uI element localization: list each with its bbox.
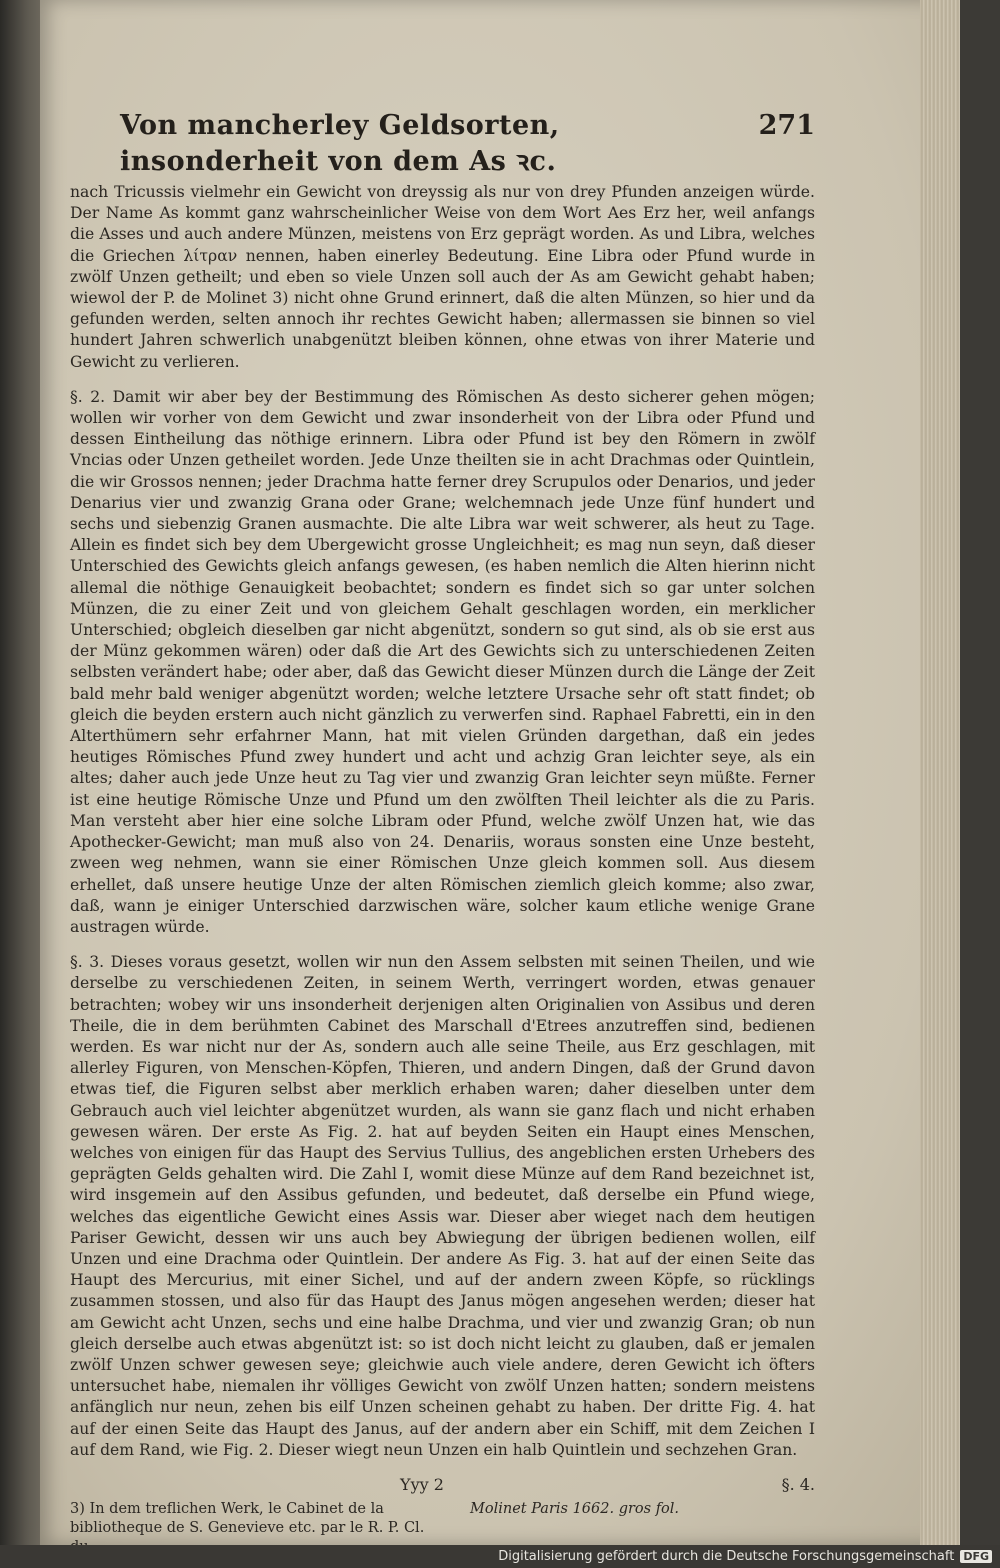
paragraph-2: §. 2. Damit wir aber bey der Bestimmung des Römischen As desto sicherer gehen mögen; wollen wir vorher von dem Gewicht und zwar insonderheit von der Libra oder Pfund und dessen Eintheilung das nöthige erinnern. Libra oder Pfund ist bey den Römern in zwölf Vncias oder Unzen getheilet worden. Jede Unze theilten sie in acht Drachmas oder Quintlein, die wir Grossos nennen; jeder Drachma hatte ferner drey Scrupulos oder Denarios, und jeder Denarius vier und zwanzig Grana oder Grane; welchemnach jede Unze fünf hundert und sechs und siebenzig Granen ausmachte. Die alte Libra war weit schwerer, als heut zu Tage. Allein es findet sich bey dem Ubergewicht grosse Ungleichheit; es mag nun seyn, daß dieser Unterschied des Gewichts gleich anfangs gewesen, (es haben nemlich die Alten hierinn nicht allemal die nöthige Genauigkeit beobachtet; sondern es findet sich so gar unter solchen Münzen, die zu einer Zeit und von gleichem Gehalt geschlagen worden, ein merklicher Unterschied; obgleich dieselben gar nicht abgenützt, sondern so gut sind, als ob sie erst aus der Münz gekommen wären) oder daß die Art des Gewichts sich zu unterschiedenen Zeiten selbsten verändert habe; oder aber, daß das Gewicht dieser Münzen durch die Länge der Zeit bald mehr bald weniger abgenützt worden; welche letztere Ursache sehr oft statt findet; ob gleich die beyden erstern auch nicht gänzlich zu verwerfen sind. Raphael Fabretti, ein in den Alterthümern sehr erfahrner Mann, hat mit vielen Gründen dargethan, daß ein jedes heutiges Römisches Pfund zwey hundert und acht und achzig Gran leichter seye, als ein altes; daher auch jede Unze heut zu Tag vier und zwanzig Gran leichter seyn müßte. Ferner ist eine heutige Römische Unze und Pfund um den zwölften Theil leichter als die zu Paris. Man versteht aber hier eine solche Libram oder Pfund, welche zwölf Unzen hat, wie das Apothecker-Gewicht; man muß also von 24. Denariis, woraus sonsten eine Unze besteht, zween weg nehmen, wann sie einer Römischen Unze gleich kommen soll. Aus diesem erhellet, daß unsere heutige Unze der alten Römischen ziemlich gleich komme; also zwar, daß, wann je einiger Unterschied darzwischen wäre, solcher kaum etliche wenige Grane austragen würde. — [70, 387, 815, 936]
running-head — [70, 110, 815, 178]
footer-credit — [498, 1549, 992, 1564]
signature-mark: Yyy 2 — [400, 1474, 444, 1494]
catchword: §. 4. — [781, 1474, 815, 1494]
credit-text: Digitalisierung gefördert durch die Deutsche Forschungsgemeinschaft — [498, 1549, 955, 1564]
dfg-logo-icon: DFG — [960, 1550, 992, 1563]
signature-row — [70, 1475, 815, 1494]
viewer-footer — [0, 1545, 1000, 1568]
paragraph-3: §. 3. Dieses voraus gesetzt, wollen wir nun den Assem selbsten mit seinen Theilen, und wie derselbe zu verschiedenen Zeiten, in seinem Werth, verringert worden, etwas genauer betrachten; wobey wir uns insonderheit derjenigen alten Originalien von Assibus und deren Theile, die in dem berühmten Cabinet des Marschall d'Etrees anzutreffen sind, bedienen werden. Es war nicht nur der As, sondern auch alle seine Theile, aus Erz geschlagen, mit allerley Figuren, von Menschen-Köpfen, Thieren, und andern Dingen, daß der Grund davon etwas tief, die Figuren selbst aber merklich erhaben waren; daher dieselben unter dem Gebrauch auch viel leichter abgenützet wurden, als wann sie ganz flach und nicht erhaben gewesen wären. Der erste As Fig. 2. hat auf beyden Seiten ein Haupt eines Menschen, welches von einigen für das Haupt des Servius Tullius, des angeblichen ersten Urhebers des geprägten Gelds gehalten wird. Die Zahl I, womit diese Münze auf dem Rand bezeichnet ist, wird insgemein auf den Assibus gefunden, und bedeutet, daß derselbe ein Pfund wiege, welches das eigentliche Gewicht eines Assis war. Dieser aber wieget nach dem heutigen Pariser Gewicht, dessen wir uns auch bey Abwiegung der übrigen bedienen wollen, eilf Unzen und eine Drachma oder Quintlein. Der andere As Fig. 3. hat auf der einen Seite das Haupt des Mercurius, mit einer Sichel, und auf der andern zween Köpfe, so rücklings zusammen stossen, und also für das Haupt des Janus mögen angesehen werden; dieser hat am Gewicht acht Unzen, sechs und eine halbe Drachma, und vier und zwanzig Gran; ob nun gleich derselbe auch etwas abgenützt ist: so ist doch nicht leicht zu glauben, daß er jemalen zwölf Unzen schwer gewesen seye; gleichwie auch viele andere, deren Gewicht ich öfters untersuchet habe, niemalen ihr völliges Gewicht von zwölf Unzen hatten; sondern meistens anfänglich nur neun, zehen bis eilf Unzen scheinen gehabt zu haben. Der dritte Fig. 4. hat auf der einen Seite das Haupt des Janus, auf der andern aber ein Schiff, mit dem Zeichen I auf dem Rand, wie Fig. 2. Dieser wiegt neun Unzen ein halb Quintlein und sechzehen Gran. — [70, 953, 815, 1459]
page-number: 271 — [758, 110, 815, 141]
page-edge — [920, 0, 960, 1545]
footnote-continuation: Molinet Paris 1662. gros fol. — [470, 1500, 680, 1517]
page-content — [70, 110, 815, 1557]
running-title: Von mancherley Geldsorten, insonderheit von dem As ꝛc. — [120, 110, 560, 177]
footnote-text: 3) In dem treflichen Werk, le Cabinet de la bibliotheque de S. Genevieve etc. par le R. P. Cl. — [70, 1500, 425, 1536]
paragraph-1: nach Tricussis vielmehr ein Gewicht von dreyssig als nur von drey Pfunden anzeigen würde. Der Name As kommt ganz wahrscheinlicher Weise von dem Wort Aes Erz her, weil anfangs die Asses und auch andere Münzen, meistens von Erz geprägt worden. As und Libra, welches die Griechen λίτραν nennen, haben einerley Bedeutung. Eine Libra oder Pfund wurde in zwölf Unzen getheilt; und eben so viele Unzen soll auch der As am Gewicht gehabt haben; wiewol der P. de Molinet 3) nicht ohne Grund erinnert, daß die alten Münzen, so hier und da gefunden werden, selten annoch ihr rechtes Gewicht haben; allermassen sie binnen so viel hundert Jahren schwerlich unabgenützt bleiben können, ohne etwas von ihrer Materie und Gewicht zu verlieren. — [70, 183, 815, 371]
